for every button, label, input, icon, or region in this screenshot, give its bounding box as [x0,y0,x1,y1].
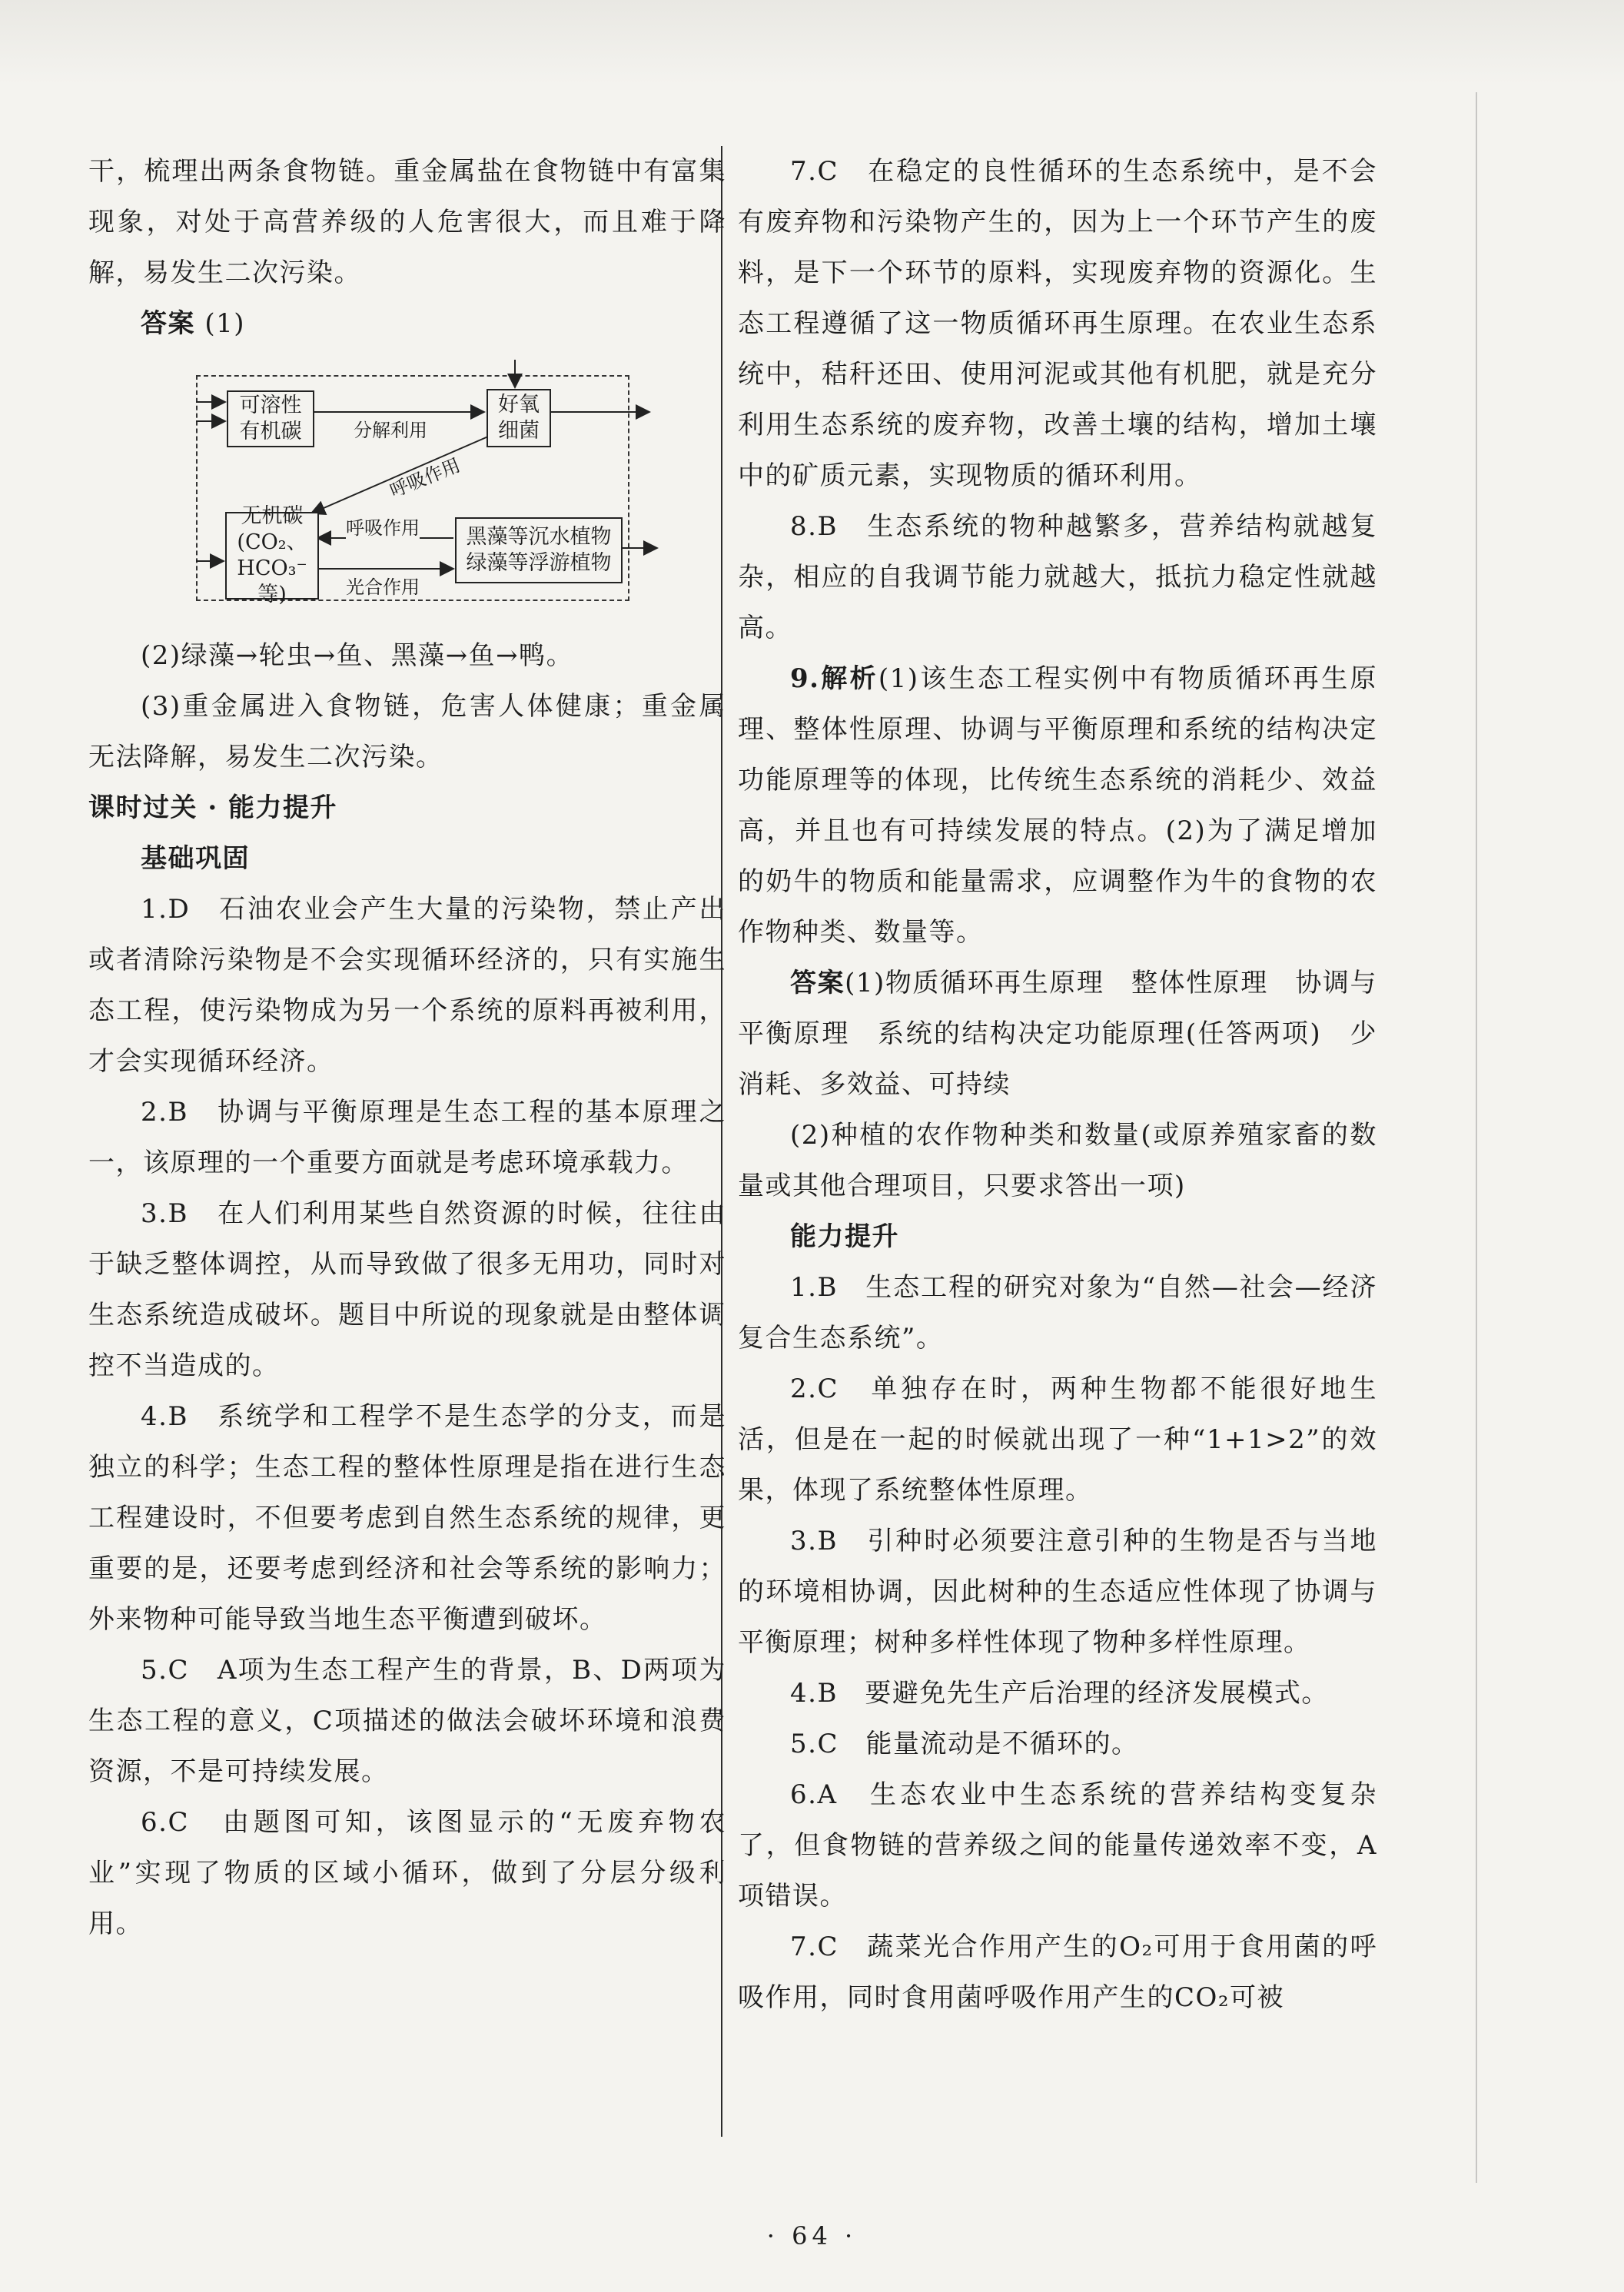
section-title: 课时过关 · 能力提升 [88,792,338,823]
left-column [88,146,726,1949]
answer-number: (1) [204,308,245,339]
answer-2: (2)绿藻→轮虫→鱼、黑藻→鱼→鸭。 [141,640,574,671]
label-decompose: 分解利用 [354,420,427,441]
box-bacteria-text: 好氧 细菌 [498,393,540,443]
box-inorganic-carbon [225,504,319,606]
paragraph-intro: 干，梳理出两条食物链。重金属盐在食物链中有富集现象，对处于高营养级的人危害很大，而且难于降解，易发生二次污染。 [88,156,726,288]
box-soluble-text: 可溶性 有机碳 [239,394,302,443]
answer-3: (3)重金属进入食物链，危害人体健康；重金属无法降解，易发生二次污染。 [88,691,726,772]
answer-9-part1 [738,958,1377,1110]
binding-edge-line [1476,92,1477,2183]
answer-line [88,298,726,349]
subsection-ability: 能力提升 [790,1221,899,1252]
question-6: 6.C 由题图可知，该图显示的“无废弃物农业”实现了物质的区域小循环，做到了分层分级利用。 [88,1807,726,1939]
question-7: 7.C 在稳定的良性循环的生态系统中，是不会有废弃物和污染物产生的，因为上一个环节产生的废料，是下一个环节的原料，实现废弃物的资源化。生态工程遵循了这一物质循环再生原理。在农业生态系统中，秸秆还田、使用河泥或其他有机肥，就是充分利用生态系统的废弃物，改善土壤的结构，增加土壤中的矿质元素，实现物质的循环利用。 [738,156,1377,491]
question-3: 3.B 在人们利用某些自然资源的时候，往往由于缺乏整体调控，从而导致做了很多无用功，同时对生态系统造成破坏。题目中所说的现象就是由整体调控不当造成的。 [88,1198,726,1381]
box-inorganic-text: 无机碳 (CO₂、 HCO₃⁻等) [237,504,307,606]
ability-question-5: 5.C 能量流动是不循环的。 [790,1729,1139,1759]
question-2: 2.B 协调与平衡原理是生态工程的基本原理之一，该原理的一个重要方面就是考虑环境承载力。 [88,1097,726,1178]
label-respiration: 呼吸作用 [346,517,420,539]
box-plants-text: 黑藻等沉水植物 绿藻等浮游植物 [466,525,612,575]
answer-9-part2: (2)种植的农作物种类和数量(或原养殖家畜的数量或其他合理项目，只要求答出一项) [738,1120,1377,1201]
label-respiration-diagonal: 呼吸作用 [387,454,463,502]
carbon-cycle-diagram [196,360,673,613]
page-number: · 64 · [766,2221,858,2250]
answer-label: 答案 [141,308,195,339]
ability-question-2: 2.C 单独存在时，两种生物都不能很好地生活，但是在一起的时候就出现了一种“1+1>2”的效果，体现了系统整体性原理。 [738,1374,1377,1506]
question-1: 1.D 石油农业会产生大量的污染物，禁止产出或者清除污染物是不会实现循环经济的，只有实施生态工程，使污染物成为另一个系统的原料再被利用，才会实现循环经济。 [88,894,726,1077]
label-photosynthesis: 光合作用 [346,576,420,598]
box-aerobic-bacteria [487,389,551,447]
question-4: 4.B 系统学和工程学不是生态学的分支，而是独立的科学；生态工程的整体性原理是指在进行生态工程建设时，不但要考虑到自然生态系统的规律，更重要的是，还要考虑到经济和社会等系统的影响力；外来物种可能导致当地生态平衡遭到破坏。 [88,1401,726,1635]
ability-question-3: 3.B 引种时必须要注意引种的生物是否与当地的环境相协调，因此树种的生态适应性体现了协调与平衡原理；树种多样性体现了物种多样性原理。 [738,1526,1377,1658]
subsection-basic: 基础巩固 [141,843,250,874]
answer-9-text1: (1)物质循环再生原理 整体性原理 协调与平衡原理 系统的结构决定功能原理(任答两项) 少消耗、多效益、可持续 [738,968,1377,1100]
question-8: 8.B 生态系统的物种越繁多，营养结构就越复杂，相应的自我调节能力就越大，抵抗力稳定性就越高。 [738,511,1377,643]
ability-question-6: 6.A 生态农业中生态系统的营养结构变复杂了，但食物链的营养级之间的能量传递效率不变，A项错误。 [738,1779,1377,1912]
question-9-text: (1)该生态工程实例中有物质循环再生原理、整体性原理、协调与平衡原理和系统的结构决定功能原理等的体现，比传统生态系统的消耗少、效益高，并且也有可持续发展的特点。(2)为了满足增加的奶牛的物质和能量需求，应调整作为牛的食物的农作物种类、数量等。 [738,663,1377,948]
question-9-label: 9.解析 [790,663,878,694]
ability-question-1: 1.B 生态工程的研究对象为“自然—社会—经济复合生态系统”。 [738,1272,1377,1354]
ability-question-7: 7.C 蔬菜光合作用产生的O₂可用于食用菌的呼吸作用，同时食用菌呼吸作用产生的CO₂可被 [738,1932,1377,2013]
answer-9-label: 答案 [790,968,845,998]
box-aquatic-plants [455,517,623,583]
question-9 [738,653,1377,958]
box-soluble-organic-carbon [227,390,314,447]
question-5: 5.C A项为生态工程产生的背景，B、D两项为生态工程的意义，C项描述的做法会破坏环境和浪费资源，不是可持续发展。 [88,1655,726,1787]
page-top-edge [0,0,1624,85]
right-column [738,146,1377,2023]
ability-question-4: 4.B 要避免先生产后治理的经济发展模式。 [790,1678,1329,1709]
